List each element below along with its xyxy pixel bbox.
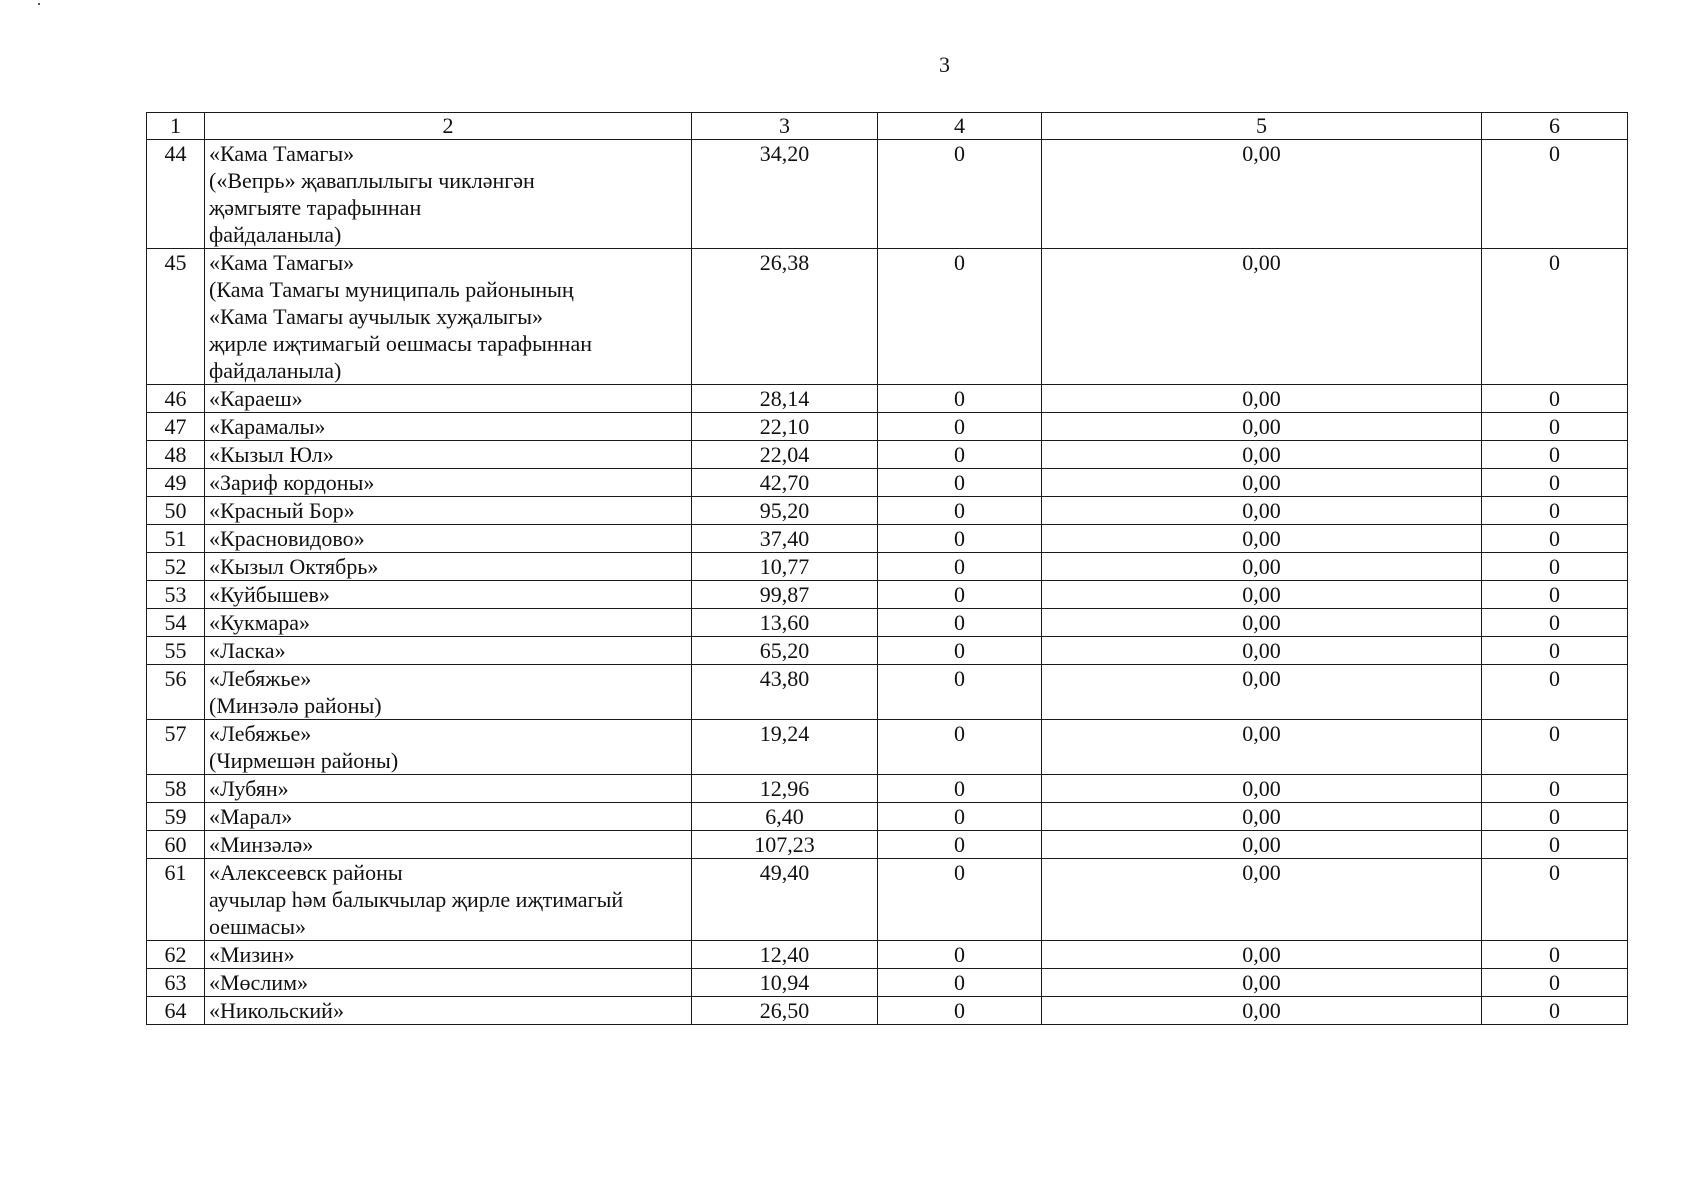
- value-col5: 0,00: [1042, 525, 1482, 553]
- page-number: 3: [939, 52, 950, 77]
- site-name-cell: [205, 941, 692, 969]
- value-col3: 37,40: [692, 525, 878, 553]
- scan-speck: [38, 3, 40, 5]
- table-row: [147, 775, 1628, 803]
- site-name-cell: [205, 665, 692, 720]
- column-header: 3: [692, 113, 878, 140]
- value-col4: 0: [878, 525, 1042, 553]
- value-col6: 0: [1482, 553, 1628, 581]
- value-col5: 0,00: [1042, 413, 1482, 441]
- site-name-line: «Лубян»: [209, 776, 289, 801]
- site-name-line: «Красновидово»: [209, 526, 365, 551]
- value-col6: 0: [1482, 969, 1628, 997]
- value-col5: 0,00: [1042, 803, 1482, 831]
- value-col4: 0: [878, 941, 1042, 969]
- site-name-cell: [205, 140, 692, 249]
- data-table: [146, 112, 1628, 1025]
- value-col6: 0: [1482, 941, 1628, 969]
- site-name-cell: [205, 637, 692, 665]
- site-name-cell: [205, 859, 692, 941]
- value-col4: 0: [878, 859, 1042, 941]
- site-name-line: файдаланыла): [209, 358, 342, 383]
- value-col5: 0,00: [1042, 831, 1482, 859]
- value-col6: 0: [1482, 140, 1628, 249]
- value-col5: 0,00: [1042, 775, 1482, 803]
- value-col4: 0: [878, 609, 1042, 637]
- table-row: [147, 665, 1628, 720]
- row-number: 58: [147, 775, 205, 803]
- value-col6: 0: [1482, 525, 1628, 553]
- site-name-line: «Кызыл Юл»: [209, 442, 334, 467]
- row-number: 44: [147, 140, 205, 249]
- value-col5: 0,00: [1042, 441, 1482, 469]
- table-row: [147, 637, 1628, 665]
- site-name-line: җирле иҗтимагый оешмасы тарафыннан: [209, 331, 592, 356]
- table-row: [147, 969, 1628, 997]
- row-number: 55: [147, 637, 205, 665]
- value-col5: 0,00: [1042, 665, 1482, 720]
- row-number: 56: [147, 665, 205, 720]
- row-number: 59: [147, 803, 205, 831]
- row-number: 53: [147, 581, 205, 609]
- row-number: 49: [147, 469, 205, 497]
- value-col4: 0: [878, 637, 1042, 665]
- table-row: [147, 525, 1628, 553]
- site-name-line: «Карамалы»: [209, 414, 326, 439]
- value-col6: 0: [1482, 609, 1628, 637]
- site-name-line: «Кукмара»: [209, 610, 311, 635]
- value-col5: 0,00: [1042, 385, 1482, 413]
- value-col6: 0: [1482, 497, 1628, 525]
- table-body: [147, 140, 1628, 1025]
- value-col3: 49,40: [692, 859, 878, 941]
- value-col4: 0: [878, 803, 1042, 831]
- site-name-line: файдаланыла): [209, 222, 342, 247]
- value-col3: 26,38: [692, 249, 878, 385]
- value-col6: 0: [1482, 997, 1628, 1025]
- site-name-cell: [205, 581, 692, 609]
- value-col4: 0: [878, 249, 1042, 385]
- site-name-line: «Красный Бор»: [209, 498, 355, 523]
- value-col6: 0: [1482, 859, 1628, 941]
- site-name-line: «Куйбышев»: [209, 582, 330, 607]
- site-name-line: «Лебяжье»: [209, 666, 312, 691]
- value-col6: 0: [1482, 831, 1628, 859]
- site-name-cell: [205, 413, 692, 441]
- site-name-line: «Мизин»: [209, 942, 295, 967]
- site-name-cell: [205, 249, 692, 385]
- site-name-line: «Кама Тамагы»: [209, 141, 355, 166]
- site-name-line: (Чирмешән районы): [209, 748, 399, 773]
- value-col6: 0: [1482, 385, 1628, 413]
- column-header: 1: [147, 113, 205, 140]
- site-name-line: «Караеш»: [209, 386, 303, 411]
- value-col3: 43,80: [692, 665, 878, 720]
- site-name-cell: [205, 497, 692, 525]
- value-col3: 42,70: [692, 469, 878, 497]
- site-name-cell: [205, 553, 692, 581]
- value-col5: 0,00: [1042, 609, 1482, 637]
- table-row: [147, 581, 1628, 609]
- value-col6: 0: [1482, 665, 1628, 720]
- value-col3: 19,24: [692, 720, 878, 775]
- site-name-line: оешмасы»: [209, 914, 307, 939]
- site-name-line: «Мөслим»: [209, 970, 308, 995]
- row-number: 45: [147, 249, 205, 385]
- value-col6: 0: [1482, 581, 1628, 609]
- value-col5: 0,00: [1042, 249, 1482, 385]
- site-name-line: «Лебяжье»: [209, 721, 312, 746]
- site-name-cell: [205, 969, 692, 997]
- table-row: [147, 385, 1628, 413]
- value-col3: 26,50: [692, 997, 878, 1025]
- row-number: 60: [147, 831, 205, 859]
- site-name-line: «Зариф кордоны»: [209, 470, 375, 495]
- value-col5: 0,00: [1042, 720, 1482, 775]
- site-name-cell: [205, 803, 692, 831]
- row-number: 64: [147, 997, 205, 1025]
- row-number: 62: [147, 941, 205, 969]
- value-col3: 95,20: [692, 497, 878, 525]
- row-number: 51: [147, 525, 205, 553]
- table-row: [147, 997, 1628, 1025]
- value-col3: 10,94: [692, 969, 878, 997]
- value-col6: 0: [1482, 249, 1628, 385]
- value-col3: 28,14: [692, 385, 878, 413]
- value-col4: 0: [878, 140, 1042, 249]
- row-number: 63: [147, 969, 205, 997]
- value-col3: 12,96: [692, 775, 878, 803]
- value-col6: 0: [1482, 413, 1628, 441]
- site-name-cell: [205, 720, 692, 775]
- column-header: 2: [205, 113, 692, 140]
- value-col6: 0: [1482, 720, 1628, 775]
- table-row: [147, 249, 1628, 385]
- value-col4: 0: [878, 831, 1042, 859]
- site-name-line: «Минзәлә»: [209, 832, 314, 857]
- value-col4: 0: [878, 581, 1042, 609]
- value-col4: 0: [878, 969, 1042, 997]
- site-name-line: «Кызыл Октябрь»: [209, 554, 379, 579]
- table-row: [147, 441, 1628, 469]
- value-col4: 0: [878, 469, 1042, 497]
- value-col5: 0,00: [1042, 581, 1482, 609]
- site-name-line: (Кама Тамагы муниципаль районының: [209, 277, 574, 302]
- table-row: [147, 140, 1628, 249]
- table-row: [147, 497, 1628, 525]
- value-col3: 65,20: [692, 637, 878, 665]
- value-col4: 0: [878, 665, 1042, 720]
- value-col3: 6,40: [692, 803, 878, 831]
- value-col4: 0: [878, 497, 1042, 525]
- value-col5: 0,00: [1042, 859, 1482, 941]
- column-header: 6: [1482, 113, 1628, 140]
- value-col5: 0,00: [1042, 553, 1482, 581]
- table-row: [147, 720, 1628, 775]
- value-col6: 0: [1482, 803, 1628, 831]
- row-number: 52: [147, 553, 205, 581]
- value-col3: 12,40: [692, 941, 878, 969]
- value-col5: 0,00: [1042, 140, 1482, 249]
- row-number: 57: [147, 720, 205, 775]
- site-name-line: «Алексеевск районы: [209, 860, 403, 885]
- site-name-line: (Минзәлә районы): [209, 693, 382, 718]
- value-col5: 0,00: [1042, 997, 1482, 1025]
- value-col3: 99,87: [692, 581, 878, 609]
- table-row: [147, 553, 1628, 581]
- value-col5: 0,00: [1042, 469, 1482, 497]
- table-row: [147, 803, 1628, 831]
- value-col4: 0: [878, 441, 1042, 469]
- value-col4: 0: [878, 413, 1042, 441]
- value-col3: 10,77: [692, 553, 878, 581]
- header-row: [147, 113, 1628, 140]
- site-name-line: «Кама Тамагы»: [209, 250, 355, 275]
- value-col4: 0: [878, 385, 1042, 413]
- value-col5: 0,00: [1042, 941, 1482, 969]
- table-row: [147, 831, 1628, 859]
- site-name-line: җәмгыяте тарафыннан: [209, 195, 422, 220]
- table-row: [147, 413, 1628, 441]
- value-col4: 0: [878, 997, 1042, 1025]
- site-name-line: «Ласка»: [209, 638, 286, 663]
- table-row: [147, 469, 1628, 497]
- site-name-cell: [205, 469, 692, 497]
- table-row: [147, 609, 1628, 637]
- site-name-cell: [205, 385, 692, 413]
- value-col4: 0: [878, 720, 1042, 775]
- site-name-cell: [205, 997, 692, 1025]
- column-header: 4: [878, 113, 1042, 140]
- row-number: 46: [147, 385, 205, 413]
- value-col4: 0: [878, 553, 1042, 581]
- value-col6: 0: [1482, 469, 1628, 497]
- site-name-line: («Вепрь» җаваплылыгы чикләнгән: [209, 168, 535, 193]
- row-number: 47: [147, 413, 205, 441]
- value-col6: 0: [1482, 441, 1628, 469]
- value-col5: 0,00: [1042, 637, 1482, 665]
- column-header: 5: [1042, 113, 1482, 140]
- value-col3: 22,10: [692, 413, 878, 441]
- site-name-cell: [205, 831, 692, 859]
- value-col4: 0: [878, 775, 1042, 803]
- site-name-line: аучылар һәм балыкчылар җирле иҗтимагый: [209, 887, 624, 912]
- value-col3: 22,04: [692, 441, 878, 469]
- value-col3: 13,60: [692, 609, 878, 637]
- site-name-cell: [205, 775, 692, 803]
- value-col3: 107,23: [692, 831, 878, 859]
- row-number: 48: [147, 441, 205, 469]
- value-col5: 0,00: [1042, 969, 1482, 997]
- site-name-cell: [205, 525, 692, 553]
- value-col3: 34,20: [692, 140, 878, 249]
- site-name-cell: [205, 441, 692, 469]
- table-row: [147, 859, 1628, 941]
- site-name-cell: [205, 609, 692, 637]
- value-col6: 0: [1482, 775, 1628, 803]
- row-number: 50: [147, 497, 205, 525]
- value-col5: 0,00: [1042, 497, 1482, 525]
- table-row: [147, 941, 1628, 969]
- site-name-line: «Никольский»: [209, 998, 344, 1023]
- value-col6: 0: [1482, 637, 1628, 665]
- row-number: 61: [147, 859, 205, 941]
- site-name-line: «Кама Тамагы аучылык хуҗалыгы»: [209, 304, 544, 329]
- site-name-line: «Марал»: [209, 804, 293, 829]
- row-number: 54: [147, 609, 205, 637]
